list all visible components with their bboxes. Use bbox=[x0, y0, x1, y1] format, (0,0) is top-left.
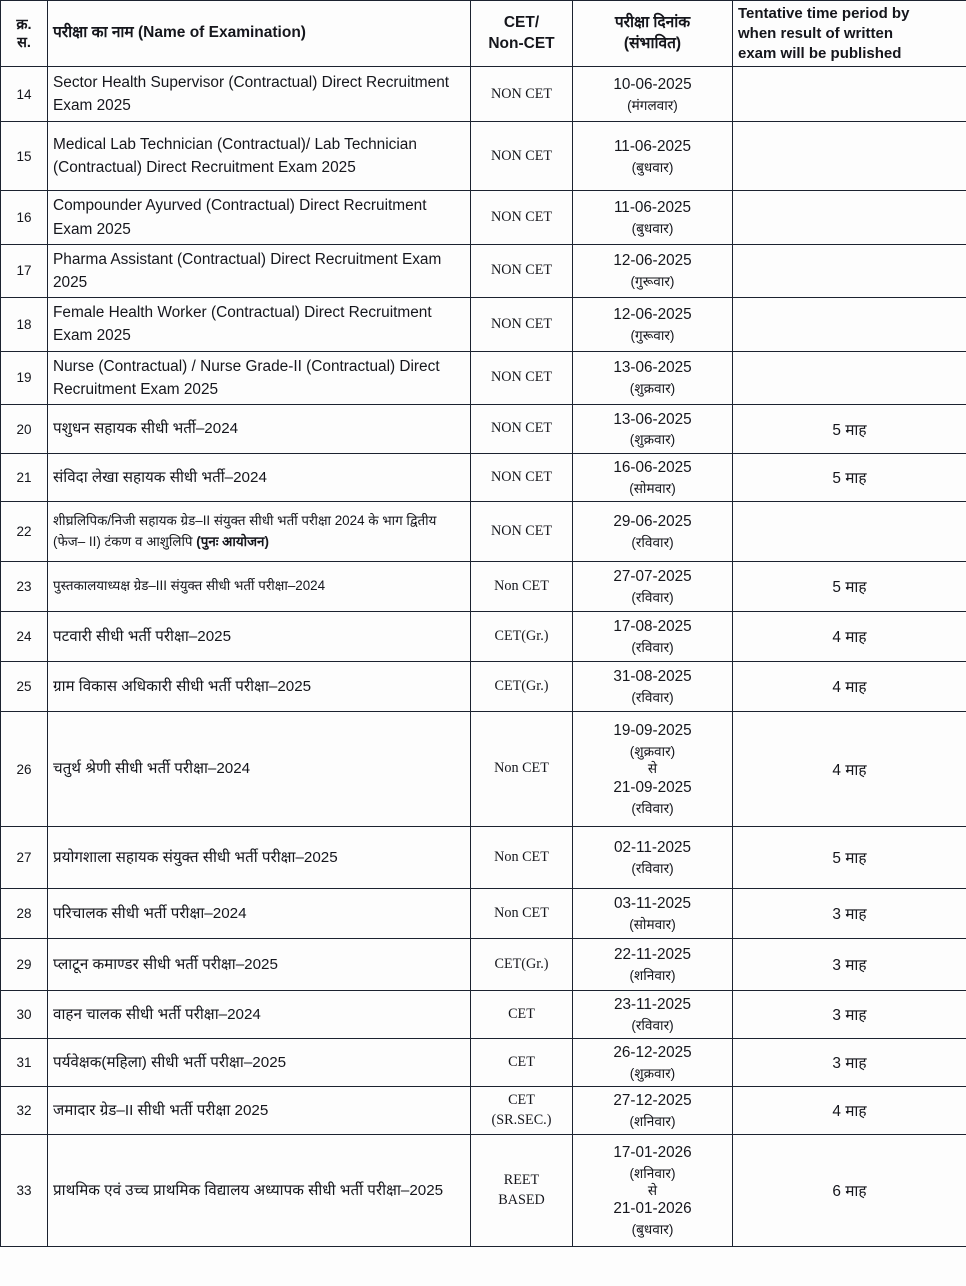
cell-exam-date bbox=[573, 454, 733, 502]
header-row bbox=[1, 1, 966, 67]
exam-day-primary: (सोमवार) bbox=[629, 480, 676, 496]
cet-type-line-1: CET(Gr.) bbox=[494, 955, 549, 972]
exam-date-secondary: 21-09-2025 bbox=[613, 778, 692, 796]
cet-type-line-1: NON CET bbox=[490, 315, 553, 332]
cet-type-line-1: CET bbox=[508, 1054, 535, 1070]
column-header-result-period bbox=[733, 1, 966, 67]
exam-date-primary: 29-06-2025 bbox=[613, 513, 692, 531]
exam-name-emphasis: (पुनः आयोजन) bbox=[196, 533, 269, 549]
exam-day-primary: (बुधवार) bbox=[631, 220, 674, 236]
cell-serial-number: 26 bbox=[1, 712, 48, 827]
cell-exam-date bbox=[573, 1087, 733, 1135]
cell-result-period bbox=[733, 191, 966, 244]
cell-serial-number: 19 bbox=[1, 351, 48, 404]
exam-name-text: Medical Lab Technician (Contractual)/ Lab Technician (Contractual) Direct Recruitment Exam 2025 bbox=[53, 136, 417, 177]
cell-exam-date bbox=[573, 889, 733, 939]
cell-exam-name bbox=[48, 122, 471, 191]
cell-exam-date bbox=[573, 1039, 733, 1087]
cell-result-period: 5 माह bbox=[733, 454, 966, 502]
exam-name-text: Female Health Worker (Contractual) Direct Recruitment Exam 2025 bbox=[53, 304, 432, 345]
exam-name-text: प्रयोगशाला सहायक संयुक्त सीधी भर्ती परीक्षा–2025 bbox=[53, 848, 338, 866]
exam-date-primary: 11-06-2025 bbox=[613, 198, 692, 216]
cell-exam-name bbox=[48, 454, 471, 502]
result-header-line-3: exam will be published bbox=[738, 44, 902, 62]
result-header-line-2: when result of written bbox=[738, 24, 894, 42]
table-header bbox=[1, 1, 966, 67]
cell-serial-number: 15 bbox=[1, 122, 48, 191]
exam-name-text: Sector Health Supervisor (Contractual) Direct Recruitment Exam 2025 bbox=[53, 74, 450, 115]
exam-day-primary: (रविवार) bbox=[631, 1017, 674, 1033]
cell-result-period: 5 माह bbox=[733, 405, 966, 454]
table-row bbox=[1, 1087, 966, 1135]
exam-date-primary: 13-06-2025 bbox=[613, 410, 692, 428]
cell-result-period: 4 माह bbox=[733, 662, 966, 712]
table-row bbox=[1, 244, 966, 297]
cell-exam-date bbox=[573, 712, 733, 827]
cell-result-period: 3 माह bbox=[733, 939, 966, 991]
cell-exam-name bbox=[48, 712, 471, 827]
cell-cet-type bbox=[471, 562, 573, 612]
cell-result-period bbox=[733, 297, 966, 351]
exam-date-secondary: 21-01-2026 bbox=[613, 1200, 692, 1218]
cell-cet-type bbox=[471, 351, 573, 404]
exam-day-primary: (शुक्रवार) bbox=[629, 381, 676, 397]
exam-day-primary: (रविवार) bbox=[631, 639, 674, 655]
column-header-serial-number bbox=[1, 1, 48, 67]
exam-day-primary: (रविवार) bbox=[631, 860, 674, 876]
cell-cet-type bbox=[471, 712, 573, 827]
cell-result-period: 5 माह bbox=[733, 562, 966, 612]
cell-result-period: 4 माह bbox=[733, 1087, 966, 1135]
exam-day-primary: (शुक्रवार) bbox=[629, 432, 676, 448]
cell-result-period bbox=[733, 351, 966, 404]
table-row bbox=[1, 991, 966, 1039]
cell-exam-name bbox=[48, 502, 471, 562]
cell-exam-date bbox=[573, 1135, 733, 1247]
exam-name-text: वाहन चालक सीधी भर्ती परीक्षा–2024 bbox=[53, 1005, 261, 1023]
exam-date-primary: 12-06-2025 bbox=[613, 252, 692, 270]
cell-exam-name bbox=[48, 562, 471, 612]
cell-serial-number: 24 bbox=[1, 612, 48, 662]
exam-date-primary: 12-06-2025 bbox=[613, 305, 692, 323]
cet-type-line-1: CET(Gr.) bbox=[494, 677, 549, 694]
exam-day-primary: (शनिवार) bbox=[629, 1165, 676, 1181]
exam-date-primary: 31-08-2025 bbox=[613, 668, 692, 686]
table-row bbox=[1, 827, 966, 889]
cell-exam-date bbox=[573, 122, 733, 191]
cell-exam-date bbox=[573, 297, 733, 351]
cet-type-line-1: NON CET bbox=[490, 85, 553, 102]
exam-name-text: चतुर्थ श्रेणी सीधी भर्ती परीक्षा–2024 bbox=[53, 760, 251, 778]
exam-date-primary: 03-11-2025 bbox=[613, 895, 692, 913]
cell-result-period bbox=[733, 67, 966, 122]
cell-exam-date bbox=[573, 612, 733, 662]
exam-name-text: पटवारी सीधी भर्ती परीक्षा–2025 bbox=[53, 627, 232, 645]
cell-exam-date bbox=[573, 244, 733, 297]
exam-date-primary: 10-06-2025 bbox=[613, 75, 692, 93]
cell-exam-name bbox=[48, 244, 471, 297]
cell-result-period: 5 माह bbox=[733, 827, 966, 889]
cell-serial-number: 17 bbox=[1, 244, 48, 297]
cell-cet-type bbox=[471, 939, 573, 991]
cell-serial-number: 33 bbox=[1, 1135, 48, 1247]
table-row bbox=[1, 122, 966, 191]
cell-serial-number: 22 bbox=[1, 502, 48, 562]
cell-result-period bbox=[733, 502, 966, 562]
table-row bbox=[1, 67, 966, 122]
exam-day-secondary: (रविवार) bbox=[631, 800, 674, 816]
cell-exam-date bbox=[573, 67, 733, 122]
exam-day-secondary: (बुधवार) bbox=[631, 1222, 674, 1238]
cell-cet-type bbox=[471, 889, 573, 939]
cell-result-period: 3 माह bbox=[733, 991, 966, 1039]
cet-header-line-2: Non-CET bbox=[488, 34, 555, 52]
exam-day-primary: (रविवार) bbox=[631, 689, 674, 705]
cell-exam-name bbox=[48, 1087, 471, 1135]
cet-type-line-1: Non CET bbox=[494, 904, 549, 921]
date-header-line-1: परीक्षा दिनांक bbox=[614, 14, 691, 32]
cell-exam-name bbox=[48, 191, 471, 244]
exam-day-primary: (बुधवार) bbox=[631, 159, 674, 175]
cet-type-line-1: Non CET bbox=[494, 760, 549, 777]
table-row bbox=[1, 889, 966, 939]
date-header-line-2: (संभावित) bbox=[623, 34, 682, 52]
exam-date-primary: 27-07-2025 bbox=[613, 568, 692, 586]
cell-exam-date bbox=[573, 502, 733, 562]
cet-type-line-1: Non CET bbox=[494, 848, 549, 865]
exam-date-primary: 26-12-2025 bbox=[613, 1044, 692, 1062]
result-header-line-1: Tentative time period by bbox=[738, 5, 910, 22]
cet-type-line-1: NON CET bbox=[490, 522, 553, 539]
table-row bbox=[1, 351, 966, 404]
cet-type-line-1: CET(Gr.) bbox=[494, 627, 549, 644]
cet-type-line-2: (SR.SEC.) bbox=[491, 1111, 552, 1128]
table-row bbox=[1, 297, 966, 351]
table-row bbox=[1, 191, 966, 244]
table-row bbox=[1, 939, 966, 991]
cell-cet-type bbox=[471, 612, 573, 662]
cell-exam-date bbox=[573, 991, 733, 1039]
cell-exam-name bbox=[48, 1039, 471, 1087]
exam-day-primary: (शुक्रवार) bbox=[629, 1065, 676, 1081]
cell-cet-type bbox=[471, 991, 573, 1039]
exam-name-text: जमादार ग्रेड–II सीधी भर्ती परीक्षा 2025 bbox=[53, 1101, 269, 1119]
cell-exam-name bbox=[48, 405, 471, 454]
serial-header-line-1: क्र. bbox=[16, 16, 32, 33]
cell-exam-date bbox=[573, 191, 733, 244]
cell-serial-number: 31 bbox=[1, 1039, 48, 1087]
exam-name-text: पुस्तकालयाध्यक्ष ग्रेड–III संयुक्त सीधी भर्ती परीक्षा–2024 bbox=[53, 578, 326, 594]
exam-date-primary: 22-11-2025 bbox=[613, 946, 692, 964]
cet-header-line-1: CET/ bbox=[503, 14, 540, 32]
table-row bbox=[1, 454, 966, 502]
table-body bbox=[1, 67, 966, 1247]
exam-day-primary: (गुरूवार) bbox=[630, 273, 675, 289]
cet-type-line-1: REET bbox=[503, 1172, 540, 1189]
cell-exam-name bbox=[48, 889, 471, 939]
cell-exam-name bbox=[48, 662, 471, 712]
cet-type-line-1: NON CET bbox=[490, 420, 553, 437]
exam-name-text: प्राथमिक एवं उच्च प्राथमिक विद्यालय अध्यापक सीधी भर्ती परीक्षा–2025 bbox=[53, 1181, 444, 1199]
cell-serial-number: 16 bbox=[1, 191, 48, 244]
column-header-cet-type bbox=[471, 1, 573, 67]
exam-name-text: पशुधन सहायक सीधी भर्ती–2024 bbox=[53, 420, 239, 438]
exam-date-primary: 17-08-2025 bbox=[613, 618, 692, 636]
cell-result-period: 4 माह bbox=[733, 612, 966, 662]
cell-cet-type bbox=[471, 297, 573, 351]
cell-serial-number: 20 bbox=[1, 405, 48, 454]
exam-name-text: पर्यवेक्षक(महिला) सीधी भर्ती परीक्षा–2025 bbox=[53, 1053, 287, 1071]
cell-result-period bbox=[733, 244, 966, 297]
column-header-exam-date bbox=[573, 1, 733, 67]
exam-name-text: प्लाटून कमाण्डर सीधी भर्ती परीक्षा–2025 bbox=[53, 955, 278, 973]
cell-cet-type bbox=[471, 454, 573, 502]
cet-type-line-1: NON CET bbox=[490, 208, 553, 225]
exam-name-text: Compounder Ayurved (Contractual) Direct Recruitment Exam 2025 bbox=[53, 197, 427, 238]
exam-day-primary: (मंगलवार) bbox=[627, 97, 678, 113]
cell-exam-date bbox=[573, 351, 733, 404]
exam-date-primary: 27-12-2025 bbox=[613, 1092, 692, 1110]
exam-day-primary: (सोमवार) bbox=[629, 916, 676, 932]
cell-serial-number: 23 bbox=[1, 562, 48, 612]
cell-result-period: 3 माह bbox=[733, 1039, 966, 1087]
cet-type-line-1: NON CET bbox=[490, 468, 553, 485]
cell-exam-name bbox=[48, 297, 471, 351]
cet-type-line-1: NON CET bbox=[490, 369, 553, 386]
cell-serial-number: 14 bbox=[1, 67, 48, 122]
exam-date-primary: 11-06-2025 bbox=[613, 137, 692, 155]
table-row bbox=[1, 562, 966, 612]
cell-cet-type bbox=[471, 662, 573, 712]
serial-header-line-2: स. bbox=[17, 34, 31, 51]
cell-cet-type bbox=[471, 827, 573, 889]
cell-result-period bbox=[733, 122, 966, 191]
cell-exam-date bbox=[573, 662, 733, 712]
cell-serial-number: 18 bbox=[1, 297, 48, 351]
cell-exam-name bbox=[48, 612, 471, 662]
cell-exam-date bbox=[573, 405, 733, 454]
exam-date-primary: 19-09-2025 bbox=[613, 722, 692, 740]
cell-cet-type bbox=[471, 1087, 573, 1135]
table-row bbox=[1, 502, 966, 562]
cell-exam-name bbox=[48, 991, 471, 1039]
exam-date-primary: 02-11-2025 bbox=[613, 839, 692, 857]
exam-day-primary: (शनिवार) bbox=[629, 967, 676, 983]
cell-cet-type bbox=[471, 1039, 573, 1087]
cell-serial-number: 29 bbox=[1, 939, 48, 991]
cell-serial-number: 27 bbox=[1, 827, 48, 889]
cell-cet-type bbox=[471, 122, 573, 191]
cell-result-period: 4 माह bbox=[733, 712, 966, 827]
exam-name-text: ग्राम विकास अधिकारी सीधी भर्ती परीक्षा–2025 bbox=[53, 677, 312, 695]
exam-day-primary: (रविवार) bbox=[631, 534, 674, 550]
exam-date-primary: 23-11-2025 bbox=[613, 996, 692, 1014]
exam-name-text: परिचालक सीधी भर्ती परीक्षा–2024 bbox=[53, 904, 247, 922]
table-row bbox=[1, 612, 966, 662]
cell-cet-type bbox=[471, 191, 573, 244]
column-header-exam-name: परीक्षा का नाम (Name of Examination) bbox=[48, 1, 471, 67]
cell-exam-date bbox=[573, 939, 733, 991]
cell-cet-type bbox=[471, 1135, 573, 1247]
cell-cet-type bbox=[471, 67, 573, 122]
cell-exam-name bbox=[48, 939, 471, 991]
cell-exam-date bbox=[573, 827, 733, 889]
cell-cet-type bbox=[471, 405, 573, 454]
exam-date-primary: 16-06-2025 bbox=[613, 459, 692, 477]
table-row bbox=[1, 662, 966, 712]
exam-date-range-separator: से bbox=[647, 761, 658, 777]
table-row bbox=[1, 1039, 966, 1087]
cell-serial-number: 30 bbox=[1, 991, 48, 1039]
exam-date-primary: 13-06-2025 bbox=[613, 359, 692, 377]
exam-day-primary: (गुरूवार) bbox=[630, 327, 675, 343]
cell-exam-date bbox=[573, 562, 733, 612]
cell-serial-number: 21 bbox=[1, 454, 48, 502]
cell-exam-name bbox=[48, 351, 471, 404]
cet-type-line-1: Non CET bbox=[494, 577, 549, 594]
exam-day-primary: (रविवार) bbox=[631, 589, 674, 605]
cet-type-line-1: NON CET bbox=[490, 262, 553, 279]
exam-name-text: Nurse (Contractual) / Nurse Grade-II (Contractual) Direct Recruitment Exam 2025 bbox=[53, 357, 440, 398]
cell-exam-name bbox=[48, 1135, 471, 1247]
table-row bbox=[1, 712, 966, 827]
exam-date-primary: 17-01-2026 bbox=[613, 1143, 692, 1161]
cell-cet-type bbox=[471, 244, 573, 297]
cell-result-period: 3 माह bbox=[733, 889, 966, 939]
exam-date-range-separator: से bbox=[647, 1182, 658, 1198]
cell-exam-name bbox=[48, 827, 471, 889]
cet-type-line-1: CET bbox=[508, 1005, 535, 1022]
cell-serial-number: 25 bbox=[1, 662, 48, 712]
table-row bbox=[1, 1135, 966, 1247]
cet-type-line-1: CET bbox=[508, 1092, 535, 1109]
cell-cet-type bbox=[471, 502, 573, 562]
exam-name-text: Pharma Assistant (Contractual) Direct Recruitment Exam 2025 bbox=[53, 250, 442, 291]
cet-type-line-1: NON CET bbox=[490, 147, 553, 164]
exam-name-text: संविदा लेखा सहायक सीधी भर्ती–2024 bbox=[53, 468, 267, 486]
exam-name-text: शीघ्रलिपिक/निजी सहायक ग्रेड–II संयुक्त सीधी भर्ती परीक्षा 2024 के भाग द्वितीय (फेज– II) टंकण व आशुलिपि bbox=[53, 512, 437, 549]
cell-result-period: 6 माह bbox=[733, 1135, 966, 1247]
cet-type-line-2: BASED bbox=[498, 1191, 545, 1208]
cell-serial-number: 32 bbox=[1, 1087, 48, 1135]
exam-day-primary: (शनिवार) bbox=[629, 1113, 676, 1129]
cell-serial-number: 28 bbox=[1, 889, 48, 939]
exam-day-primary: (शुक्रवार) bbox=[629, 743, 676, 759]
table-row bbox=[1, 405, 966, 454]
cell-exam-name bbox=[48, 67, 471, 122]
